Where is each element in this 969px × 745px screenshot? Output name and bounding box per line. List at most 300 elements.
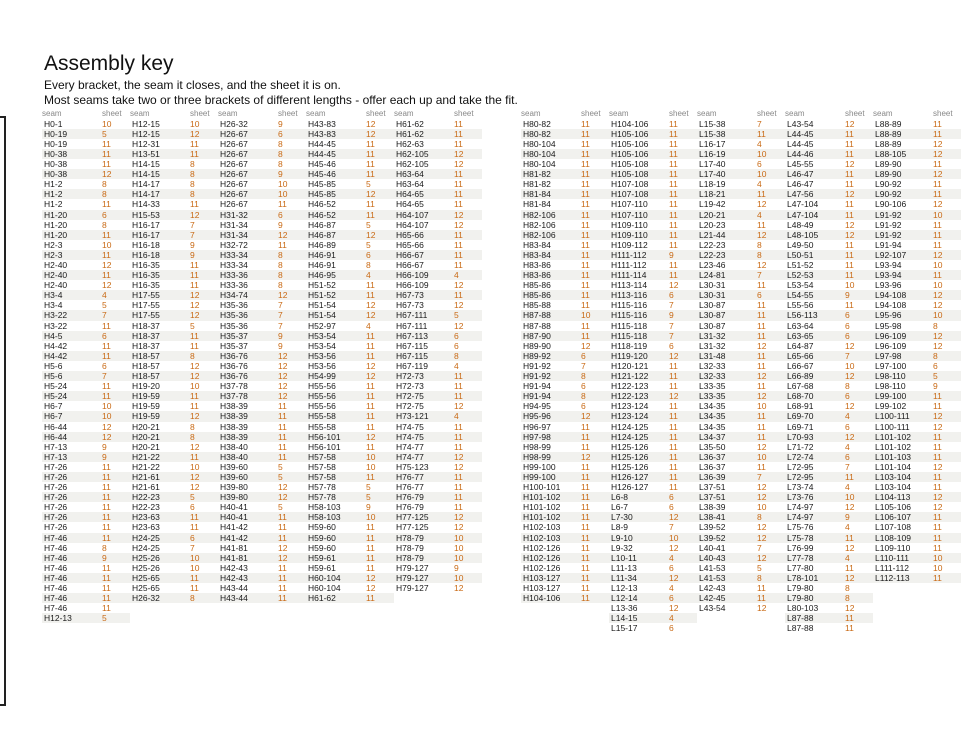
seam-id: H62-63 (396, 138, 424, 149)
sheet-number: 5 (102, 128, 107, 139)
sheet-number: 11 (366, 169, 375, 180)
table-row (609, 603, 697, 613)
seam-id: H105-106 (611, 138, 649, 149)
seam-id: H62-105 (396, 159, 429, 170)
seam-id: L40-43 (699, 552, 726, 563)
sheet-number: 12 (933, 148, 943, 159)
sheet-number: 11 (757, 320, 766, 331)
table-row (394, 119, 482, 129)
sheet-number: 11 (581, 290, 590, 301)
table-row (609, 553, 697, 563)
sheet-number: 6 (366, 249, 371, 260)
margin-rule-tick-top (0, 116, 5, 118)
sheet-number: 10 (933, 562, 943, 573)
seam-id: L94-108 (875, 290, 907, 301)
seam-id: H126-127 (611, 482, 649, 493)
sheet-number: 11 (581, 179, 590, 190)
table-row (218, 432, 306, 442)
sheet-number: 12 (581, 451, 591, 462)
table-row (306, 381, 394, 391)
table-row (785, 432, 873, 442)
sheet-number: 9 (278, 340, 283, 351)
seam-id: L91-92 (875, 219, 902, 230)
table-row (521, 169, 609, 179)
seam-id: H17-55 (132, 290, 160, 301)
sheet-number: 10 (366, 461, 376, 472)
table-row (521, 442, 609, 452)
sheet-number: 11 (581, 189, 590, 200)
seam-id: H57-78 (308, 482, 336, 493)
sheet-number: 7 (190, 542, 195, 553)
seam-id: H82-106 (523, 209, 556, 220)
seam-id: H2-40 (44, 270, 68, 281)
sheet-number: 12 (933, 421, 943, 432)
sheet-number: 4 (669, 613, 674, 624)
seam-id: H33-36 (220, 270, 248, 281)
seam-id: H21-22 (132, 461, 160, 472)
seam-id: L100-111 (875, 421, 910, 432)
sheet-number: 11 (845, 128, 854, 139)
table-row (394, 250, 482, 260)
seam-id: H16-35 (132, 260, 160, 270)
table-row (306, 300, 394, 310)
seam-id: H26-67 (220, 199, 248, 210)
seam-id: H45-46 (308, 169, 336, 180)
table-row (785, 290, 873, 300)
seam-id: H109-112 (611, 239, 648, 250)
sheet-number: 11 (757, 280, 766, 291)
seam-id: H39-80 (220, 492, 248, 503)
sheet-number: 11 (669, 421, 678, 432)
sheet-number: 10 (757, 148, 767, 159)
table-row (130, 189, 218, 199)
table-row (42, 411, 130, 421)
table-row (697, 593, 785, 603)
sheet-number: 11 (757, 128, 766, 139)
sheet-number: 12 (190, 128, 200, 139)
seam-id: H115-116 (611, 310, 648, 321)
table-row (785, 502, 873, 512)
seam-id: L6-8 (611, 492, 629, 503)
sheet-number: 10 (102, 411, 112, 422)
table-row (697, 502, 785, 512)
sheet-number: 8 (190, 350, 195, 361)
sheet-number: 7 (757, 542, 762, 553)
table-row (785, 401, 873, 411)
table-row (306, 462, 394, 472)
table-row (873, 502, 961, 512)
sheet-number: 10 (933, 280, 943, 291)
table-row (42, 351, 130, 361)
table-row (130, 290, 218, 300)
table-row (394, 351, 482, 361)
table-row (306, 482, 394, 492)
table-row (873, 250, 961, 260)
table-row (130, 139, 218, 149)
seam-id: H39-60 (220, 471, 248, 482)
seam-id: H94-95 (523, 401, 551, 412)
table-row (218, 129, 306, 139)
sheet-number: 12 (933, 502, 943, 513)
seam-id: H0-1 (44, 118, 63, 129)
sheet-number: 12 (278, 350, 288, 361)
key-table-left (42, 109, 482, 623)
seam-id: H57-58 (308, 461, 336, 472)
table-row (521, 553, 609, 563)
seam-id: L96-109 (875, 340, 907, 351)
sheet-number: 7 (278, 310, 283, 321)
table-row (521, 290, 609, 300)
table-row (306, 149, 394, 159)
table-row (609, 321, 697, 331)
seam-id: L21-44 (699, 229, 726, 240)
seam-id: L33-35 (699, 381, 726, 392)
sheet-number: 12 (933, 411, 943, 422)
table-row (306, 573, 394, 583)
sheet-number: 11 (102, 603, 111, 614)
table-row (130, 472, 218, 482)
seam-id: H46-91 (308, 260, 336, 270)
seam-id: H87-88 (523, 310, 551, 321)
sheet-number: 11 (669, 371, 678, 382)
table-row (394, 472, 482, 482)
sheet-number: 9 (102, 441, 107, 452)
seam-id: H3-22 (44, 320, 68, 331)
seam-id: L44-45 (787, 138, 814, 149)
sheet-number: 12 (757, 391, 767, 402)
table-row (218, 361, 306, 371)
table-row (697, 492, 785, 502)
table-row (873, 260, 961, 270)
table-row (42, 139, 130, 149)
table-row (521, 482, 609, 492)
sheet-number: 11 (933, 270, 942, 281)
table-row (521, 129, 609, 139)
sheet-number: 11 (581, 562, 590, 573)
seam-id: H91-94 (523, 391, 551, 402)
seam-header: seam (130, 109, 150, 118)
sheet-number: 9 (190, 249, 195, 260)
seam-id: L68-91 (787, 401, 814, 412)
table-row (218, 401, 306, 411)
table-row (697, 442, 785, 452)
sheet-number: 9 (278, 118, 283, 129)
sheet-number: 10 (190, 118, 200, 129)
table-row (130, 522, 218, 532)
sheet-number: 8 (190, 169, 195, 180)
sheet-number: 11 (190, 583, 199, 593)
seam-id: L93-94 (875, 270, 902, 281)
sheet-number: 11 (669, 128, 678, 139)
seam-id: H57-58 (308, 471, 336, 482)
seam-id: H1-2 (44, 189, 63, 200)
table-row (218, 543, 306, 553)
seam-id: L88-105 (875, 148, 907, 159)
table-row (218, 280, 306, 290)
table-row (609, 613, 697, 623)
sheet-number: 10 (933, 260, 943, 270)
seam-id: H64-65 (396, 189, 424, 200)
seam-id: L69-70 (787, 411, 814, 422)
seam-id: H101-102 (523, 502, 561, 513)
seam-id: L69-71 (787, 421, 814, 432)
table-row (697, 310, 785, 320)
seam-id: L30-87 (699, 320, 726, 331)
table-row (873, 240, 961, 250)
table-row (785, 240, 873, 250)
seam-id: H59-61 (308, 562, 336, 573)
table-row (521, 139, 609, 149)
table-row (785, 472, 873, 482)
sheet-number: 5 (366, 179, 371, 190)
sheet-number: 12 (366, 431, 376, 442)
seam-id: H81-82 (523, 169, 551, 180)
sheet-number: 11 (581, 159, 590, 170)
table-row (521, 331, 609, 341)
sheet-number: 11 (581, 522, 590, 533)
table-row (218, 139, 306, 149)
table-row (609, 351, 697, 361)
table-row (306, 310, 394, 320)
sheet-number: 12 (454, 451, 464, 462)
seam-id: L30-87 (699, 310, 726, 321)
sheet-number: 12 (669, 391, 679, 402)
seam-id: L75-76 (787, 522, 814, 533)
seam-id: L20-21 (699, 209, 726, 220)
sheet-number: 10 (454, 572, 464, 583)
key-column (785, 109, 873, 633)
seam-id: L22-23 (699, 239, 726, 250)
seam-id: H6-44 (44, 431, 68, 442)
seam-id: H19-59 (132, 401, 160, 412)
sheet-number: 12 (581, 340, 591, 351)
sheet-number: 11 (581, 249, 590, 260)
sheet-number: 7 (669, 320, 674, 331)
sheet-number: 7 (845, 350, 850, 361)
sheet-number: 11 (102, 199, 111, 210)
table-row (697, 351, 785, 361)
sheet-number: 11 (102, 391, 111, 402)
table-row (521, 351, 609, 361)
table-row (394, 199, 482, 209)
sheet-number: 12 (454, 583, 464, 593)
sheet-number: 11 (845, 249, 854, 260)
sheet-number: 10 (278, 179, 288, 190)
seam-id: L34-35 (699, 401, 726, 412)
table-row (130, 210, 218, 220)
seam-id: L36-39 (699, 471, 726, 482)
seam-id: L70-93 (787, 431, 814, 442)
seam-id: L75-78 (787, 532, 814, 543)
seam-id: L44-46 (787, 148, 814, 159)
key-column (697, 109, 785, 633)
table-row (609, 563, 697, 573)
seam-id: L18-21 (699, 189, 726, 200)
seam-id: L11-34 (611, 572, 637, 583)
sheet-number: 11 (757, 330, 766, 341)
seam-id: H72-75 (396, 401, 424, 412)
seam-id: H26-67 (220, 189, 248, 200)
table-row (42, 492, 130, 502)
table-row (130, 310, 218, 320)
table-row (394, 533, 482, 543)
sheet-number: 9 (669, 310, 674, 321)
table-row (697, 411, 785, 421)
sheet-number: 10 (102, 401, 112, 412)
seam-id: L101-102 (875, 431, 911, 442)
table-row (306, 391, 394, 401)
seam-id: H0-38 (44, 148, 68, 159)
sheet-number: 11 (102, 572, 111, 583)
table-row (42, 250, 130, 260)
sheet-number: 11 (366, 542, 375, 553)
seam-id: H87-88 (523, 320, 551, 331)
sheet-number: 11 (102, 159, 111, 170)
sheet-number: 10 (757, 502, 767, 513)
seam-id: H7-26 (44, 461, 68, 472)
key-column (218, 109, 306, 623)
table-row (521, 240, 609, 250)
table-row (306, 159, 394, 169)
table-row (394, 149, 482, 159)
sheet-number: 11 (454, 391, 463, 402)
sheet-number: 11 (581, 492, 590, 503)
table-row (873, 533, 961, 543)
seam-id: H42-43 (220, 572, 248, 583)
sheet-number: 5 (102, 613, 107, 624)
seam-id: H76-79 (396, 502, 424, 513)
table-row (697, 210, 785, 220)
seam-id: H7-46 (44, 562, 68, 573)
sheet-number: 8 (190, 159, 195, 170)
table-row (130, 199, 218, 209)
sheet-number: 8 (845, 381, 850, 392)
sheet-number: 11 (278, 562, 287, 573)
seam-id: H21-61 (132, 471, 160, 482)
table-row (42, 199, 130, 209)
table-row (130, 179, 218, 189)
sheet-number: 11 (190, 572, 199, 583)
table-row (42, 129, 130, 139)
seam-id: H31-32 (220, 209, 248, 220)
seam-id: H98-99 (523, 441, 551, 452)
sheet-number: 12 (366, 572, 376, 583)
sheet-number: 4 (845, 411, 850, 422)
seam-id: H67-111 (396, 310, 428, 321)
seam-id: H14-33 (132, 199, 160, 210)
table-row (218, 310, 306, 320)
seam-id: H1-20 (44, 229, 68, 240)
sheet-number: 10 (190, 552, 200, 563)
sheet-number: 6 (845, 451, 850, 462)
sheet-number: 11 (933, 532, 942, 543)
sheet-number: 12 (757, 603, 767, 614)
sheet-number: 12 (757, 371, 767, 382)
sheet-number: 11 (669, 411, 678, 422)
sheet-number: 9 (190, 239, 195, 250)
seam-id: L64-87 (787, 340, 814, 351)
seam-id: H1-20 (44, 209, 68, 220)
table-row (130, 321, 218, 331)
table-row (873, 280, 961, 290)
seam-id: H78-79 (396, 552, 424, 563)
sheet-number: 12 (366, 229, 376, 240)
table-row (609, 361, 697, 371)
table-row (42, 593, 130, 603)
table-row (873, 139, 961, 149)
seam-id: H5-24 (44, 381, 68, 392)
sheet-number: 6 (669, 623, 674, 634)
sheet-number: 12 (933, 249, 943, 260)
table-row (873, 189, 961, 199)
table-row (521, 371, 609, 381)
seam-id: L95-96 (875, 310, 902, 321)
seam-id: L53-54 (787, 280, 814, 291)
sheet-number: 11 (669, 159, 678, 170)
seam-id: L74-97 (787, 512, 814, 523)
seam-id: L6-7 (611, 502, 629, 513)
seam-id: H60-104 (308, 572, 341, 583)
sheet-number: 4 (669, 552, 674, 563)
seam-id: L76-99 (787, 542, 814, 553)
sheet-number: 12 (845, 401, 855, 412)
sheet-header: sheet (757, 109, 777, 118)
table-row (42, 361, 130, 371)
seam-id: H99-100 (523, 461, 556, 472)
sheet-number: 12 (454, 522, 464, 533)
seam-id: L33-35 (699, 391, 726, 402)
sheet-number: 6 (190, 502, 195, 513)
table-row (394, 462, 482, 472)
seam-id: L97-100 (875, 360, 907, 371)
seam-id: L47-56 (787, 189, 814, 200)
sheet-number: 11 (190, 260, 199, 270)
seam-id: H17-55 (132, 300, 160, 311)
table-row (306, 139, 394, 149)
table-row (306, 199, 394, 209)
table-row (697, 159, 785, 169)
sheet-number: 11 (454, 290, 463, 301)
sheet-number: 11 (102, 350, 111, 361)
seam-id: H7-13 (44, 441, 68, 452)
table-row (785, 623, 873, 633)
sheet-number: 11 (454, 229, 463, 240)
sheet-number: 12 (454, 300, 464, 311)
seam-id: L55-56 (787, 300, 814, 311)
column-body (873, 119, 961, 583)
table-row (42, 159, 130, 169)
sheet-number: 12 (454, 280, 464, 291)
table-row (130, 422, 218, 432)
sheet-number: 11 (366, 350, 375, 361)
seam-header: seam (394, 109, 414, 118)
table-row (785, 351, 873, 361)
sheet-header: sheet (366, 109, 386, 118)
seam-id: H38-39 (220, 411, 248, 422)
table-row (42, 169, 130, 179)
table-row (521, 563, 609, 573)
sheet-number: 8 (278, 159, 283, 170)
sheet-number: 10 (190, 381, 200, 392)
seam-id: H35-36 (220, 320, 248, 331)
seam-id: L17-40 (699, 159, 726, 170)
table-row (306, 189, 394, 199)
table-row (609, 310, 697, 320)
seam-id: H80-104 (523, 159, 556, 170)
sheet-number: 11 (757, 310, 766, 321)
seam-id: L31-32 (699, 340, 726, 351)
sheet-number: 12 (845, 572, 855, 583)
